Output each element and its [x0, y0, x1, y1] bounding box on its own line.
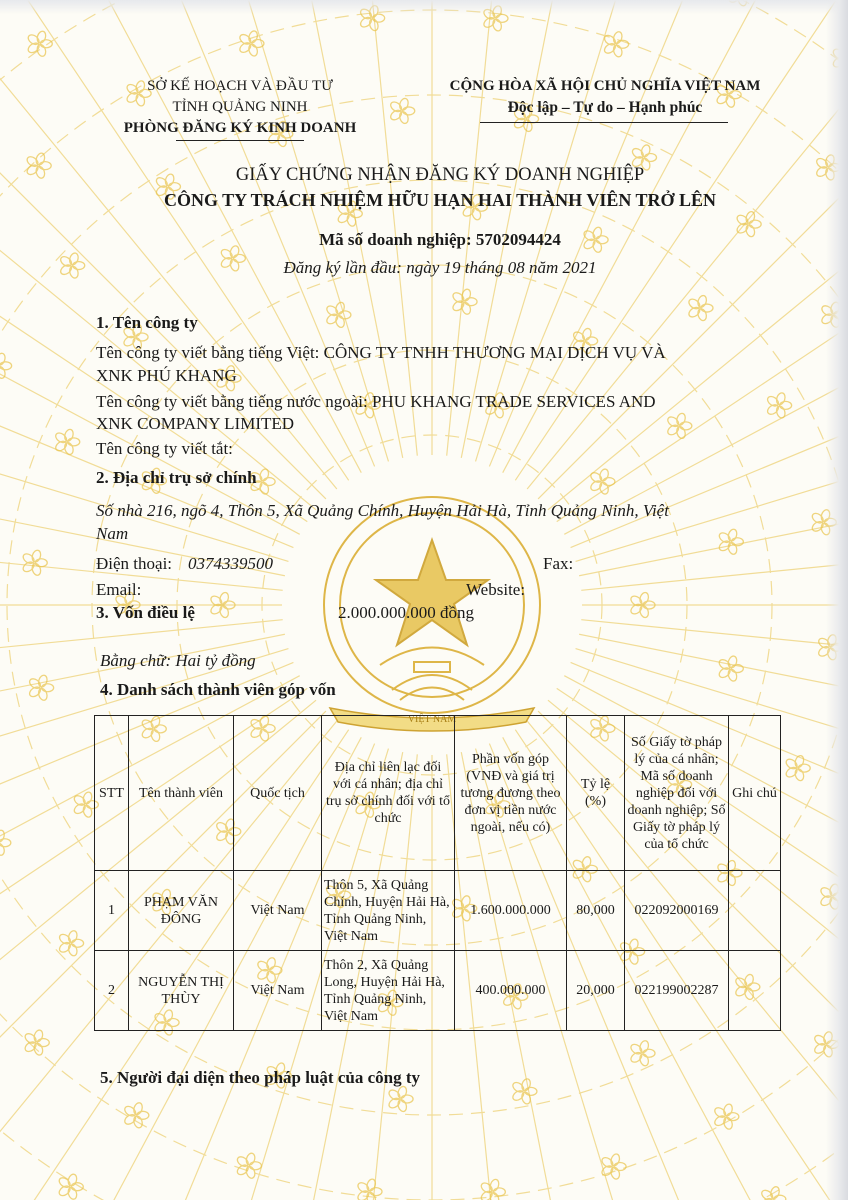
- phone-value: 0374339500: [188, 554, 273, 573]
- short-name-label: Tên công ty viết tắt:: [96, 439, 233, 458]
- website-label: Website:: [466, 580, 526, 599]
- col-header-ratio: Tỷ lệ (%): [567, 716, 625, 871]
- header-agency: SỞ KẾ HOẠCH VÀ ĐẦU TƯ: [147, 78, 333, 94]
- cell-capital: 1.600.000.000: [455, 871, 567, 951]
- address-line1: Số nhà 216, ngõ 4, Thôn 5, Xã Quảng Chính, Huyện Hải Hà, Tỉnh Quảng Ninh, Việt: [96, 501, 669, 520]
- cell-ratio: 80,000: [567, 871, 625, 951]
- scan-edge-right: [826, 0, 848, 1200]
- vietnamese-name-line2: XNK PHÚ KHANG: [96, 366, 237, 385]
- col-header-legal-doc: Số Giấy tờ pháp lý của cá nhân; Mã số doanh nghiệp đối với doanh nghiệp; Số Giấy tờ pháp lý của tổ chức: [625, 716, 729, 871]
- section-4-heading: 4. Danh sách thành viên góp vốn: [100, 680, 336, 699]
- cell-capital: 400.000.000: [455, 951, 567, 1031]
- company-type-title: CÔNG TY TRÁCH NHIỆM HỮU HẠN HAI THÀNH VIÊN TRỞ LÊN: [163, 190, 717, 210]
- cell-address: Thôn 2, Xã Quảng Long, Huyện Hải Hà, Tỉnh Quảng Ninh, Việt Nam: [322, 951, 455, 1031]
- phone-label: Điện thoại:: [96, 554, 173, 573]
- foreign-name-line2: XNK COMPANY LIMITED: [96, 414, 295, 433]
- cell-ratio: 20,000: [567, 951, 625, 1031]
- table-row: [95, 951, 781, 1031]
- col-header-address: Địa chỉ liên lạc đối với cá nhân; địa chỉ trụ sở chính đối với tổ chức: [322, 716, 455, 871]
- header-country: CỘNG HÒA XÃ HỘI CHỦ NGHĨA VIỆT NAM: [449, 78, 761, 94]
- first-registration-date: Đăng ký lần đầu: ngày 19 tháng 08 năm 2021: [283, 258, 597, 277]
- enterprise-code: Mã số doanh nghiệp: 5702094424: [319, 230, 561, 249]
- emblem-ribbon-text: VIỆT NAM: [407, 714, 457, 725]
- section-2-heading: 2. Địa chỉ trụ sở chính: [96, 468, 257, 487]
- foreign-name-line1: Tên công ty viết bằng tiếng nước ngoài: PHU KHANG TRADE SERVICES AND: [96, 392, 656, 411]
- cell-nationality: Việt Nam: [234, 871, 322, 951]
- cell-legal-doc: 022092000169: [625, 871, 729, 951]
- cell-note: [729, 951, 781, 1031]
- scan-edge-top: [0, 0, 848, 14]
- col-header-stt: STT: [95, 716, 129, 871]
- cell-note: [729, 871, 781, 951]
- header-motto: Độc lập – Tự do – Hạnh phúc: [507, 99, 703, 116]
- header-province: TỈNH QUẢNG NINH: [172, 99, 308, 115]
- vietnamese-name-line1: Tên công ty viết bằng tiếng Việt: CÔNG TY TNHH THƯƠNG MẠI DỊCH VỤ VÀ: [96, 343, 666, 362]
- section-3-heading: 3. Vốn điều lệ: [96, 603, 195, 622]
- cell-member-name: PHẠM VĂN ĐÔNG: [129, 871, 234, 951]
- fax-label: Fax:: [543, 554, 574, 573]
- cell-stt: 2: [95, 951, 129, 1031]
- col-header-capital: Phần vốn góp (VNĐ và giá trị tương đương theo đơn vị tiền nước ngoài, nếu có): [455, 716, 567, 871]
- section-1-heading: 1. Tên công ty: [96, 313, 198, 332]
- charter-capital-in-words: Bằng chữ: Hai tỷ đồng: [100, 651, 256, 670]
- header-department: PHÒNG ĐĂNG KÝ KINH DOANH: [123, 120, 357, 136]
- cell-legal-doc: 022199002287: [625, 951, 729, 1031]
- cell-address: Thôn 5, Xã Quảng Chính, Huyện Hải Hà, Tỉnh Quảng Ninh, Việt Nam: [322, 871, 455, 951]
- members-table: [94, 715, 781, 1031]
- certificate-title: GIẤY CHỨNG NHẬN ĐĂNG KÝ DOANH NGHIỆP: [235, 165, 645, 185]
- charter-capital-amount: 2.000.000.000 đồng: [338, 603, 474, 622]
- section-5-heading: 5. Người đại diện theo pháp luật của công ty: [100, 1068, 420, 1087]
- address-line2: Nam: [96, 524, 129, 543]
- col-header-nationality: Quốc tịch: [234, 716, 322, 871]
- table-row: [95, 871, 781, 951]
- header-right-underline: [480, 122, 728, 123]
- table-header-row: [95, 716, 781, 871]
- header-left-underline: [176, 140, 304, 141]
- cell-member-name: NGUYỄN THỊ THÙY: [129, 951, 234, 1031]
- cell-nationality: Việt Nam: [234, 951, 322, 1031]
- email-label: Email:: [96, 580, 142, 599]
- col-header-note: Ghi chú: [729, 716, 781, 871]
- col-header-name: Tên thành viên: [129, 716, 234, 871]
- cell-stt: 1: [95, 871, 129, 951]
